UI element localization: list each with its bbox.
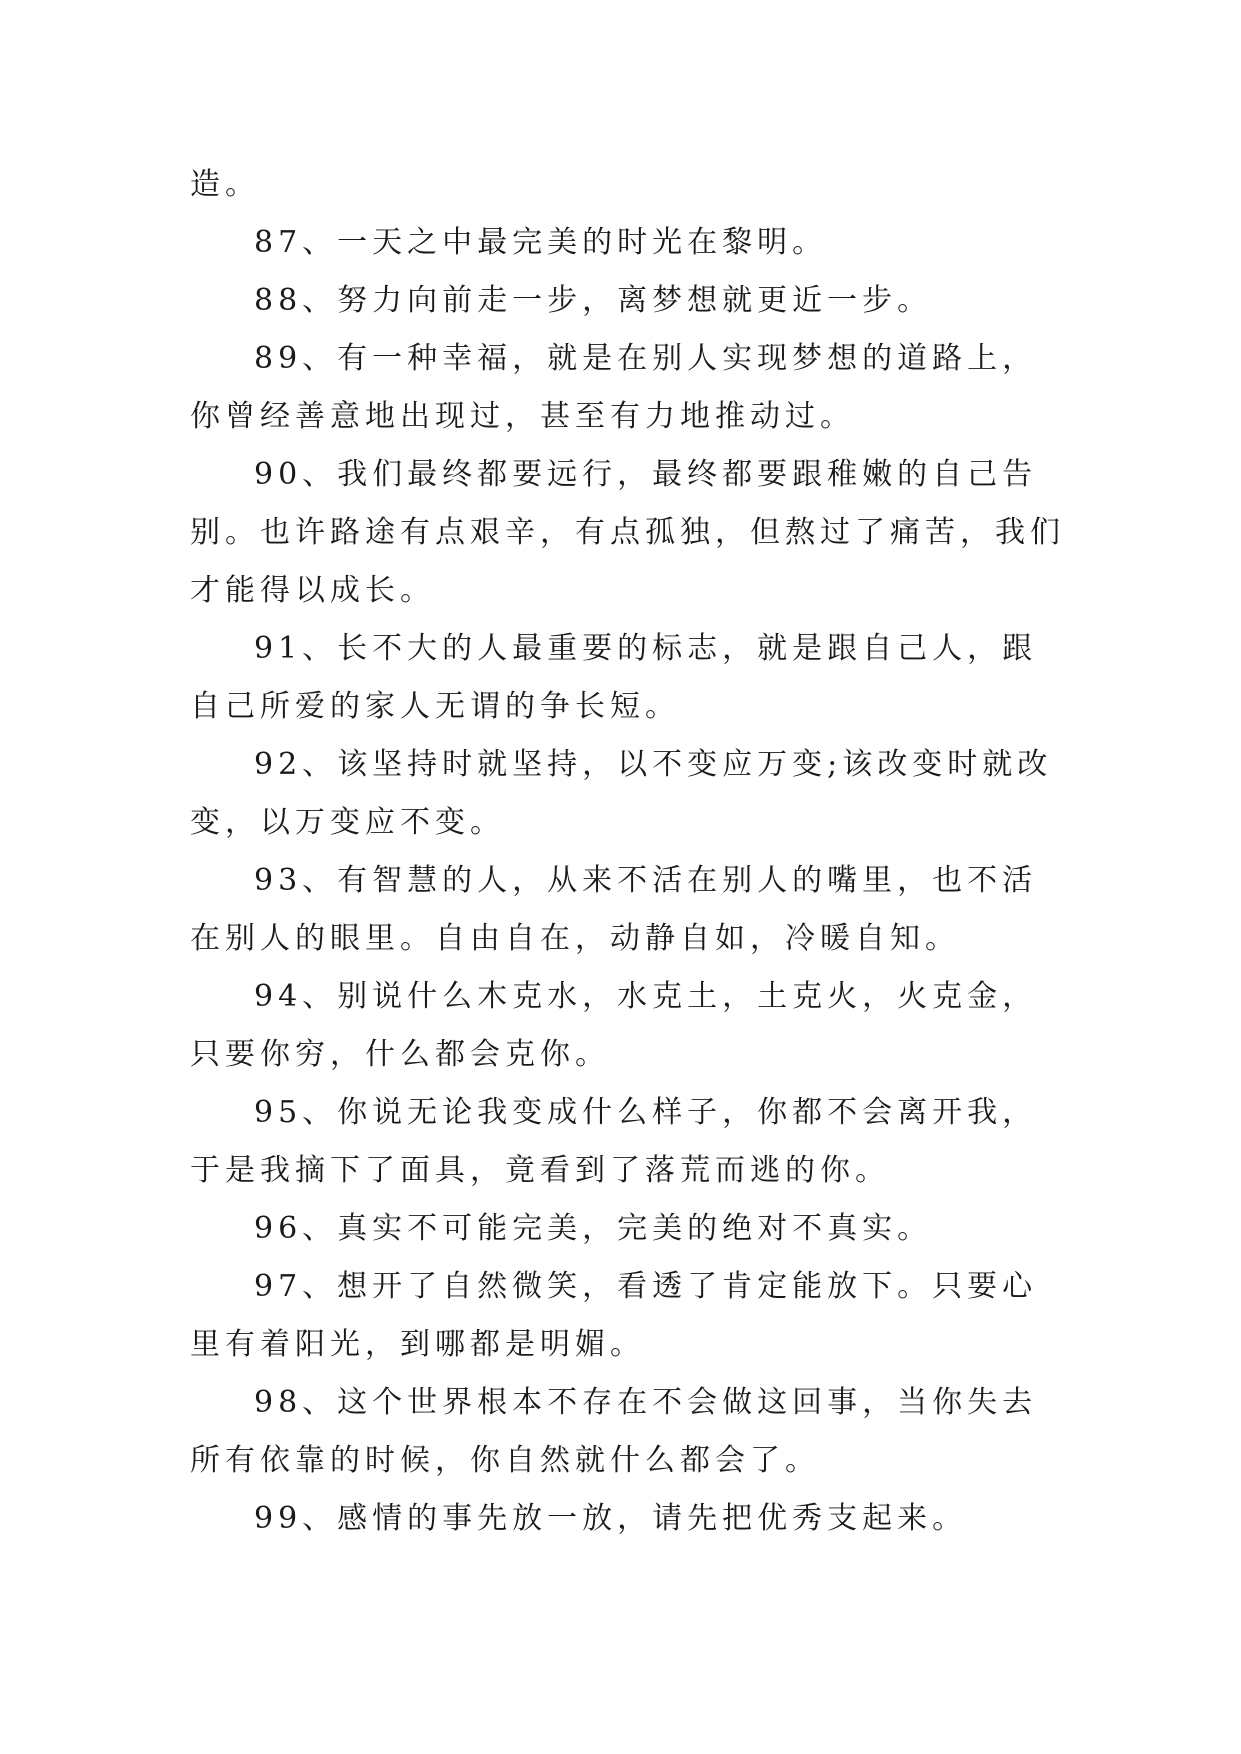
paragraph-96: 96、真实不可能完美，完美的绝对不真实。 bbox=[254, 1211, 933, 1246]
paragraph-87: 87、一天之中最完美的时光在黎明。 bbox=[254, 225, 828, 260]
paragraph-99: 99、感情的事先放一放，请先把优秀支起来。 bbox=[254, 1501, 968, 1536]
paragraph-93: 93、有智慧的人，从来不活在别人的嘴里，也不活在别人的眼里。自由自在，动静自如，冷暖自知。 bbox=[190, 863, 1038, 956]
paragraph-continuation: 造。 bbox=[190, 167, 260, 202]
paragraph-98: 98、这个世界根本不存在不会做这回事，当你失去所有依靠的时候，你自然就什么都会了。 bbox=[190, 1385, 1038, 1478]
paragraph-90: 90、我们最终都要远行，最终都要跟稚嫩的自己告别。也许路途有点艰辛，有点孤独，但熬过了痛苦，我们才能得以成长。 bbox=[190, 457, 1065, 608]
paragraph-92: 92、该坚持时就坚持，以不变应万变;该改变时就改变，以万变应不变。 bbox=[190, 747, 1053, 840]
paragraph-95: 95、你说无论我变成什么样子，你都不会离开我，于是我摘下了面具，竟看到了落荒而逃的你。 bbox=[190, 1095, 1038, 1188]
document-body bbox=[190, 156, 1070, 1548]
paragraph-89: 89、有一种幸福，就是在别人实现梦想的道路上，你曾经善意地出现过，甚至有力地推动过。 bbox=[190, 341, 1038, 434]
paragraph-88: 88、努力向前走一步，离梦想就更近一步。 bbox=[254, 283, 933, 318]
paragraph-94: 94、别说什么木克水，水克土，土克火，火克金，只要你穷，什么都会克你。 bbox=[190, 979, 1038, 1072]
paragraph-91: 91、长不大的人最重要的标志，就是跟自己人，跟自己所爱的家人无谓的争长短。 bbox=[190, 631, 1038, 724]
paragraph-97: 97、想开了自然微笑，看透了肯定能放下。只要心里有着阳光，到哪都是明媚。 bbox=[190, 1269, 1038, 1362]
